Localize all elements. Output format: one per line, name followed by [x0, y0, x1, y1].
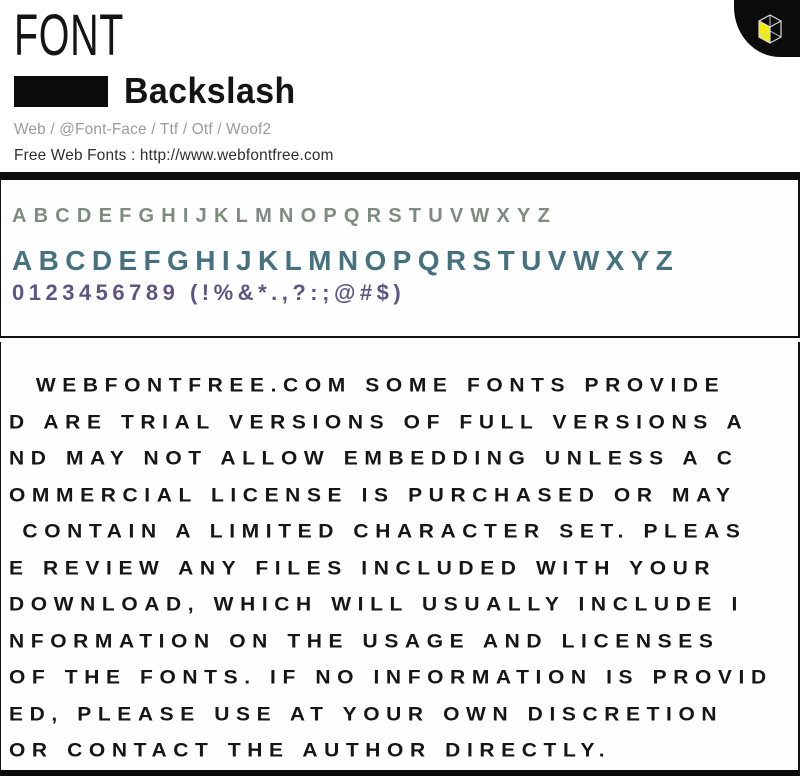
license-line: OMMERCIAL LICENSE IS PURCHASED OR MAY — [9, 484, 737, 506]
license-line: CONTAIN A LIMITED CHARACTER SET. PLEAS — [9, 520, 747, 542]
alphabet-large-row: ABCDEFGHIJKLMNOPQRSTUVWXYZ — [12, 245, 680, 276]
license-line: ND MAY NOT ALLOW EMBEDDING UNLESS A C — [9, 447, 739, 469]
numerals-symbols-row: 0123456789 (!%&*.,?:;@#$) — [12, 280, 406, 305]
license-line: DOWNLOAD, WHICH WILL USUALLY INCLUDE I — [9, 593, 744, 615]
font-name: Backslash — [124, 70, 296, 111]
license-text-panel — [0, 342, 800, 776]
site-logo-badge[interactable] — [734, 0, 800, 57]
site-tagline: Free Web Fonts : http://www.webfontfree.com — [14, 147, 334, 164]
header — [0, 0, 800, 172]
license-line: OF THE FONTS. IF NO INFORMATION IS PROVID — [9, 666, 773, 688]
license-line: ED, PLEASE USE AT YOUR OWN DISCRETION — [9, 703, 724, 725]
glyph-preview-panel — [0, 180, 800, 338]
site-title: FONT — [14, 3, 125, 68]
license-line: OR CONTACT THE AUTHOR DIRECTLY. — [9, 739, 612, 761]
license-line: E REVIEW ANY FILES INCLUDED WITH YOUR — [9, 557, 717, 579]
alphabet-small-row: ABCDEFGHIJKLMNOPQRSTUVWXYZ — [12, 205, 557, 227]
license-line: NFORMATION ON THE USAGE AND LICENSES — [9, 630, 720, 652]
license-line: WEBFONTFREE.COM SOME FONTS PROVIDE — [9, 374, 726, 396]
font-title-row — [14, 70, 307, 112]
section-divider — [0, 172, 800, 180]
license-line: D ARE TRIAL VERSIONS OF FULL VERSIONS A — [9, 411, 749, 433]
black-swatch — [14, 76, 108, 107]
font-formats: Web / @Font-Face / Ttf / Otf / Woof2 — [14, 121, 272, 138]
